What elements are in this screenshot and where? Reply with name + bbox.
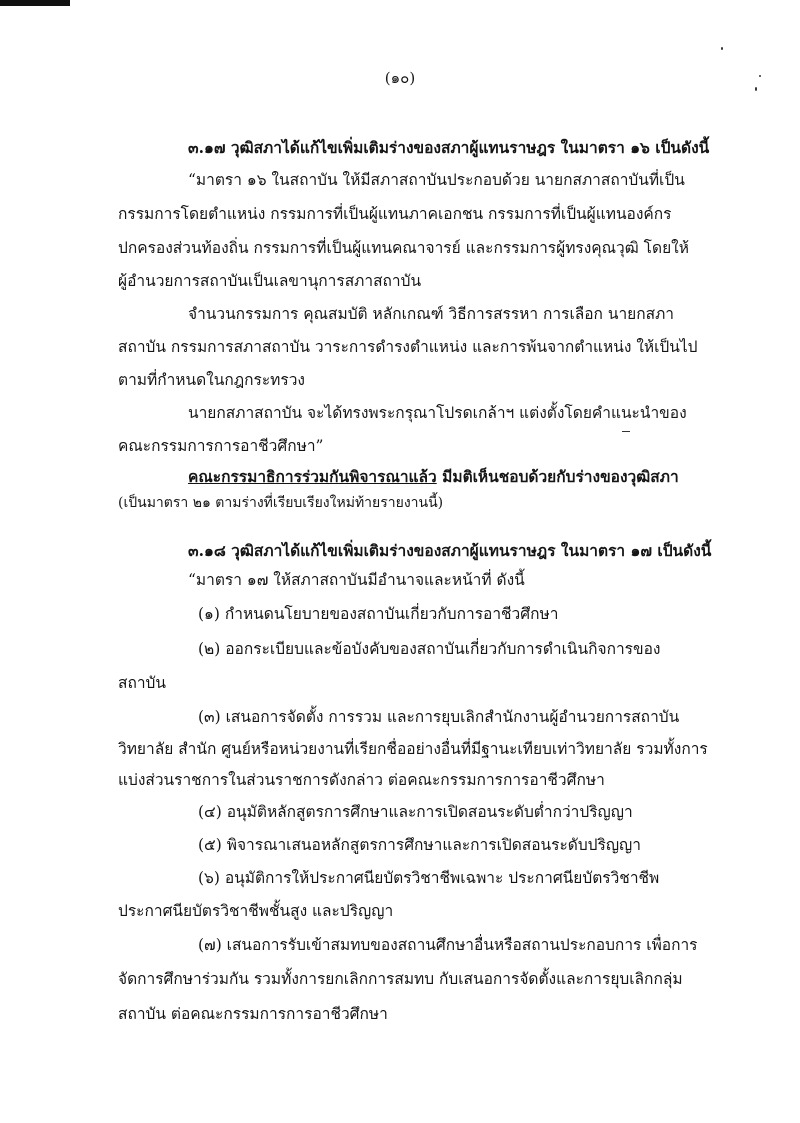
list-item-continuation: ประกาศนียบัตรวิชาชีพชั้นสูง และปริญญา (118, 902, 394, 920)
committee-label: คณะกรรมาธิการร่วมกันพิจารณาแล้ว (188, 467, 437, 486)
body-line: คณะกรรมการการอาชีวศึกษา” (118, 437, 324, 455)
body-line: “มาตรา ๑๗ ให้สภาสถาบันมีอำนาจและหน้าที่ ดังนี้ (188, 571, 525, 589)
list-item: (๓) เสนอการจัดตั้ง การรวม และการยุบเลิกสำนักงานผู้อำนวยการสถาบัน (198, 708, 680, 726)
list-item: (๗) เสนอการรับเข้าสมทบของสถานศึกษาอื่นหรือสถานประกอบการ เพื่อการ (198, 936, 698, 954)
list-item: (๖) อนุมัติการให้ประกาศนียบัตรวิชาชีพเฉพาะ ประกาศนียบัตรวิชาชีพ (198, 869, 660, 887)
body-line: สถาบัน กรรมการสภาสถาบัน วาระการดำรงตำแหน่ง และการพ้นจากตำแหน่ง ให้เป็นไป (118, 338, 698, 356)
body-line: นายกสภาสถาบัน จะได้ทรงพระกรุณาโปรดเกล้าฯ แต่งตั้งโดยคำแนะนำของ (188, 404, 687, 422)
list-item-continuation: สถาบัน (118, 674, 166, 692)
list-item-continuation: แบ่งส่วนราชการในส่วนราชการดังกล่าว ต่อคณะกรรมการการอาชีวศึกษา (118, 771, 605, 789)
body-line: “มาตรา ๑๖ ในสถาบัน ให้มีสภาสถาบันประกอบด้วย นายกสภาสถาบันที่เป็น (188, 171, 685, 189)
body-line: กรรมการโดยตำแหน่ง กรรมการที่เป็นผู้แทนภาคเอกชน กรรมการที่เป็นผู้แทนองค์กร (118, 205, 672, 223)
list-item: (๒) ออกระเบียบและข้อบังคับของสถาบันเกี่ยวกับการดำเนินกิจการของ (198, 640, 661, 658)
section-heading: ๓.๑๘ วุฒิสภาได้แก้ไขเพิ่มเติมร่างของสภาผู้แทนราษฎร ในมาตรา ๑๗ เป็นดังนี้ (188, 541, 712, 560)
body-line: ตามที่กำหนดในกฎกระทรวง (118, 371, 305, 389)
list-item-continuation: สถาบัน ต่อคณะกรรมการการอาชีวศึกษา (118, 1005, 388, 1023)
list-item: (๑) กำหนดนโยบายของสถาบันเกี่ยวกับการอาชีวศึกษา (198, 605, 559, 623)
section-heading: ๓.๑๗ วุฒิสภาได้แก้ไขเพิ่มเติมร่างของสภาผู้แทนราษฎร ในมาตรา ๑๖ เป็นดังนี้ (188, 138, 710, 157)
page-number: (๑๐) (384, 69, 416, 87)
body-line: จำนวนกรรมการ คุณสมบัติ หลักเกณฑ์ วิธีการสรรหา การเลือก นายกสภา (188, 305, 675, 323)
body-line: ปกครองส่วนท้องถิ่น กรรมการที่เป็นผู้แทนคณาจารย์ และกรรมการผู้ทรงคุณวุฒิ โดยให้ (118, 239, 689, 257)
list-item-continuation: จัดการศึกษาร่วมกัน รวมทั้งการยกเลิกการสมทบ กับเสนอการจัดตั้งและการยุบเลิกกลุ่ม (118, 970, 683, 988)
list-item: (๕) พิจารณาเสนอหลักสูตรการศึกษาและการเปิดสอนระดับปริญญา (198, 836, 641, 854)
body-line: ผู้อำนวยการสถาบันเป็นเลขานุการสภาสถาบัน (118, 272, 422, 290)
list-item-continuation: วิทยาลัย สำนัก ศูนย์หรือหน่วยงานที่เรียกชื่ออย่างอื่นที่มีฐานะเทียบเท่าวิทยาลัย รวมทั้งการ (118, 740, 708, 758)
committee-resolution-text: มีมติเห็นชอบด้วยกับร่างของวุฒิสภา (436, 467, 679, 486)
section-note: (เป็นมาตรา ๒๑ ตามร่างที่เรียบเรียงใหม่ท้ายรายงานนี้) (118, 495, 444, 511)
list-item: (๔) อนุมัติหลักสูตรการศึกษาและการเปิดสอนระดับต่ำกว่าปริญญา (198, 803, 633, 821)
committee-resolution (188, 466, 679, 488)
